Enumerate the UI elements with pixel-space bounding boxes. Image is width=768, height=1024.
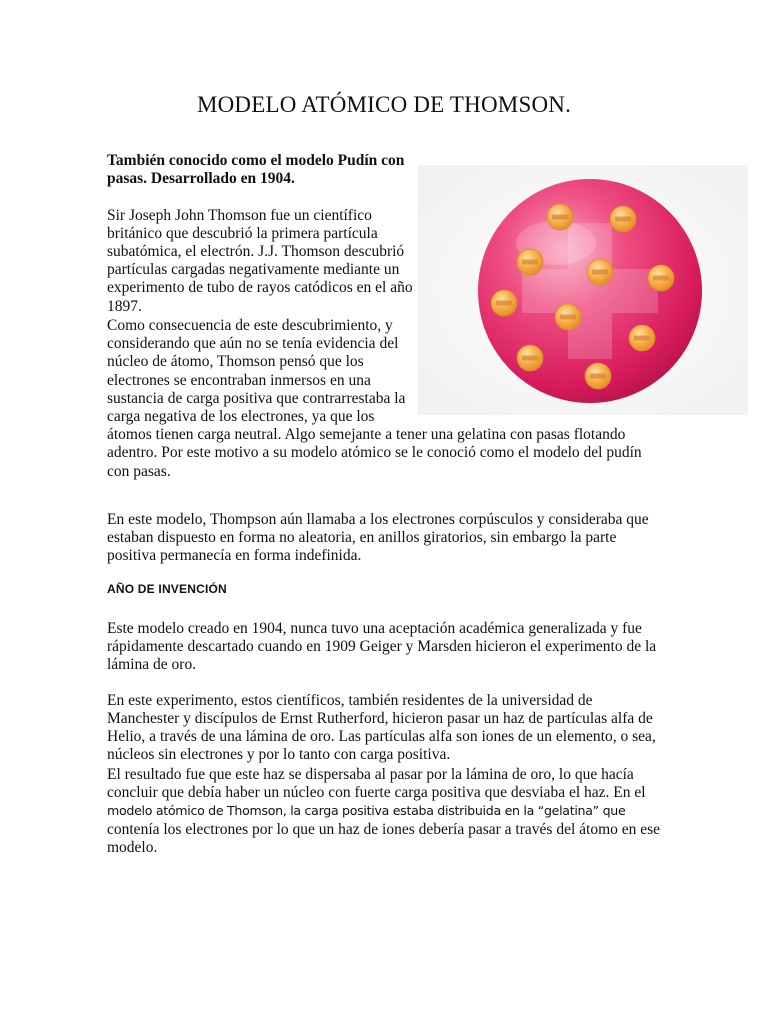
experiment-paragraph: En este experimento, estos científicos, también residentes de la universidad de Manchester y discípulos de Ernst Rutherford, hicieron pasar un haz de partículas alfa de Helio, a través de una lámina de oro. Las partículas alfa son iones de un elemento, o sea, núcleos sin electrones y por lo tanto con carga positiva. [107,691,656,764]
section-heading: AÑO DE INVENCIÓN [107,582,227,596]
minus-sign-icon [522,260,538,265]
atom-svg [418,165,748,415]
electron-8 [629,325,655,351]
result-text-part3: contenía los electrones por lo que un haz de iones debería pasar a través del átomo en ese modelo. [107,820,661,856]
subtitle: También conocido como el modelo Pudín con pasas. Desarrollado en 1904. [107,151,405,187]
minus-sign-icon [634,336,650,341]
thomson-atom-illustration [418,165,748,415]
page-title: MODELO ATÓMICO DE THOMSON. [196,92,572,117]
result-text-part2: modelo atómico de Thomson, la carga positiva estaba distribuida en la “gelatina” que [107,803,626,819]
electron-6 [491,290,517,316]
electron-5 [648,265,674,291]
electron-9 [517,345,543,371]
electron-1 [547,204,573,230]
consequence-text-wide: átomos tienen carga neutral. Algo semejante a tener una gelatina con pasas flotando adentro. Por este motivo a su modelo atómico se le conoció como el modelo del pudín con pasas. [107,426,642,480]
model-paragraph: En este modelo, Thompson aún llamaba a los electrones corpúsculos y consideraba que estaban dispuesto en forma no aleatoria, en anillos giratorios, sin embargo la parte positiva permanecía en forma indefinida. [107,510,649,564]
minus-sign-icon [496,301,512,306]
minus-sign-icon [552,215,568,220]
result-paragraph [107,766,667,857]
electron-10 [585,363,611,389]
consequence-text-narrow: Como consecuencia de este descubrimiento, y considerando que aún no se tenía evidencia del núcleo de átomo, Thomson pensó que los electrones se encontraban inmersos en una sustancia de carga positiva que contrarrestaba la carga negativa de los electrones, ya que los [107,317,406,426]
minus-sign-icon [560,315,576,320]
minus-sign-icon [615,217,631,222]
result-text-part1: El resultado fue que este haz se dispersaba al pasar por la lámina de oro, lo que hacía concluir que debía haber un núcleo con fuerte carga positiva que desviaba el haz. En el [107,766,646,802]
electron-2 [610,206,636,232]
created-paragraph: Este modelo creado en 1904, nunca tuvo una aceptación académica generalizada y fue rápidamente descartado cuando en 1909 Geiger y Marsden hicieron el experimento de la lámina de oro. [107,619,657,673]
electron-3 [517,249,543,275]
minus-sign-icon [653,276,669,281]
electron-7 [555,304,581,330]
minus-sign-icon [592,270,608,275]
minus-sign-icon [590,374,606,379]
electron-4 [587,259,613,285]
minus-sign-icon [522,356,538,361]
intro-paragraph: Sir Joseph John Thomson fue un científico británico que descubrió la primera partícula subatómica, el electrón. J.J. Thomson descubrió partículas cargadas negativamente mediante un experimento de tubo de rayos catódicos en el año 1897. [107,206,413,315]
